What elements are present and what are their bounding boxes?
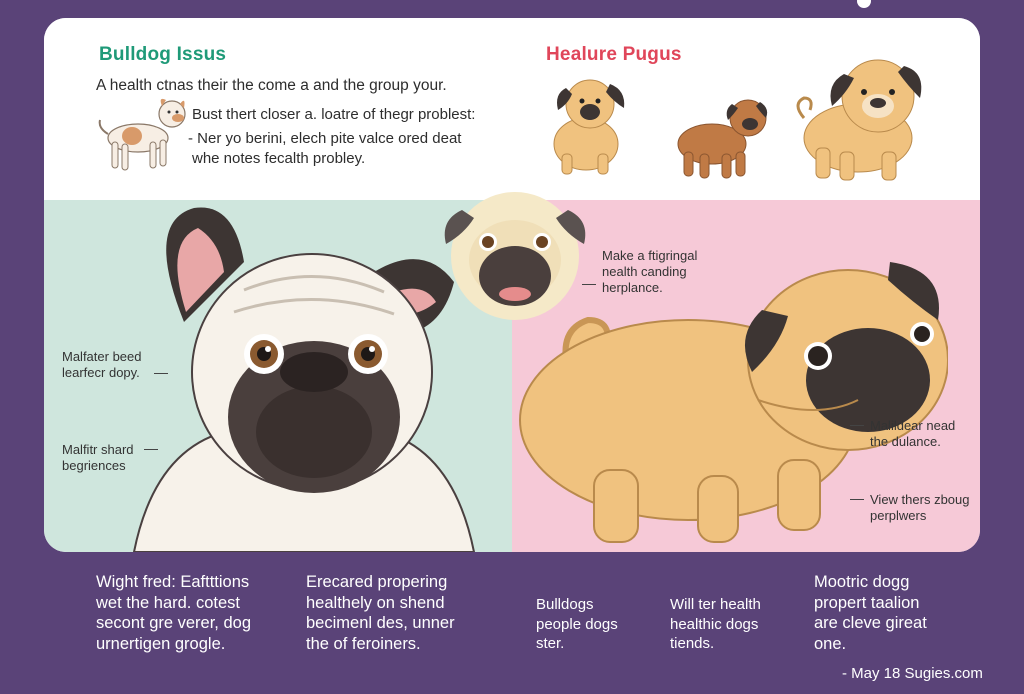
corner-dot bbox=[857, 0, 871, 8]
callout-right-bottom: View thers zboug perplwers bbox=[870, 492, 970, 523]
callout-line bbox=[850, 425, 864, 426]
infographic-card bbox=[44, 18, 980, 552]
small-bulldog-icon bbox=[92, 84, 192, 176]
footer-col-4: Will ter health healthic dogs tiends. bbox=[670, 596, 761, 652]
callout-line bbox=[850, 499, 864, 500]
bulldog-bullet-1: Bust thert closer a. loatre of thegr problest: bbox=[192, 106, 476, 123]
callout-left-top: Malfater beed learfecr dopy. bbox=[62, 349, 142, 380]
callout-line bbox=[144, 449, 158, 450]
footer-col-2: Erecared propering healthely on shend becimenl des, unner the of feroiners. bbox=[306, 573, 455, 653]
callout-center: Make a ftigringal nealth canding herplance. bbox=[602, 248, 698, 295]
callout-line bbox=[582, 284, 596, 285]
pug-title: Healure Pugus bbox=[546, 44, 682, 65]
callout-right-mid: Malildear nead the dulance. bbox=[870, 418, 956, 449]
callout-left-bottom: Malfitr shard begriences bbox=[62, 442, 134, 473]
callout-line bbox=[154, 373, 168, 374]
pug-sitting-icon bbox=[540, 74, 640, 178]
bulldog-bullet-2: - Ner yo berini, elech pite valce ored deat bbox=[188, 130, 462, 147]
bulldog-bullet-3: whe notes fecalth probley. bbox=[192, 150, 366, 167]
footer-col-5: Mootric dogg propert taalion are cleve gireat one. bbox=[814, 573, 927, 653]
footer-col-3: Bulldogs people dogs ster. bbox=[536, 596, 618, 652]
pug-large-icon bbox=[792, 48, 932, 184]
bulldog-intro: A health ctnas their the come a and the group your. bbox=[96, 77, 447, 94]
footer-credit: - May 18 Sugies.com bbox=[842, 665, 983, 682]
bulldog-title: Bulldog Issus bbox=[99, 44, 227, 65]
footer-col-1: Wight fred: Eaftttions wet the hard. cotest secont gre verer, dog urnertigen grogle. bbox=[96, 573, 252, 653]
pug-small-brown-icon bbox=[670, 92, 774, 182]
